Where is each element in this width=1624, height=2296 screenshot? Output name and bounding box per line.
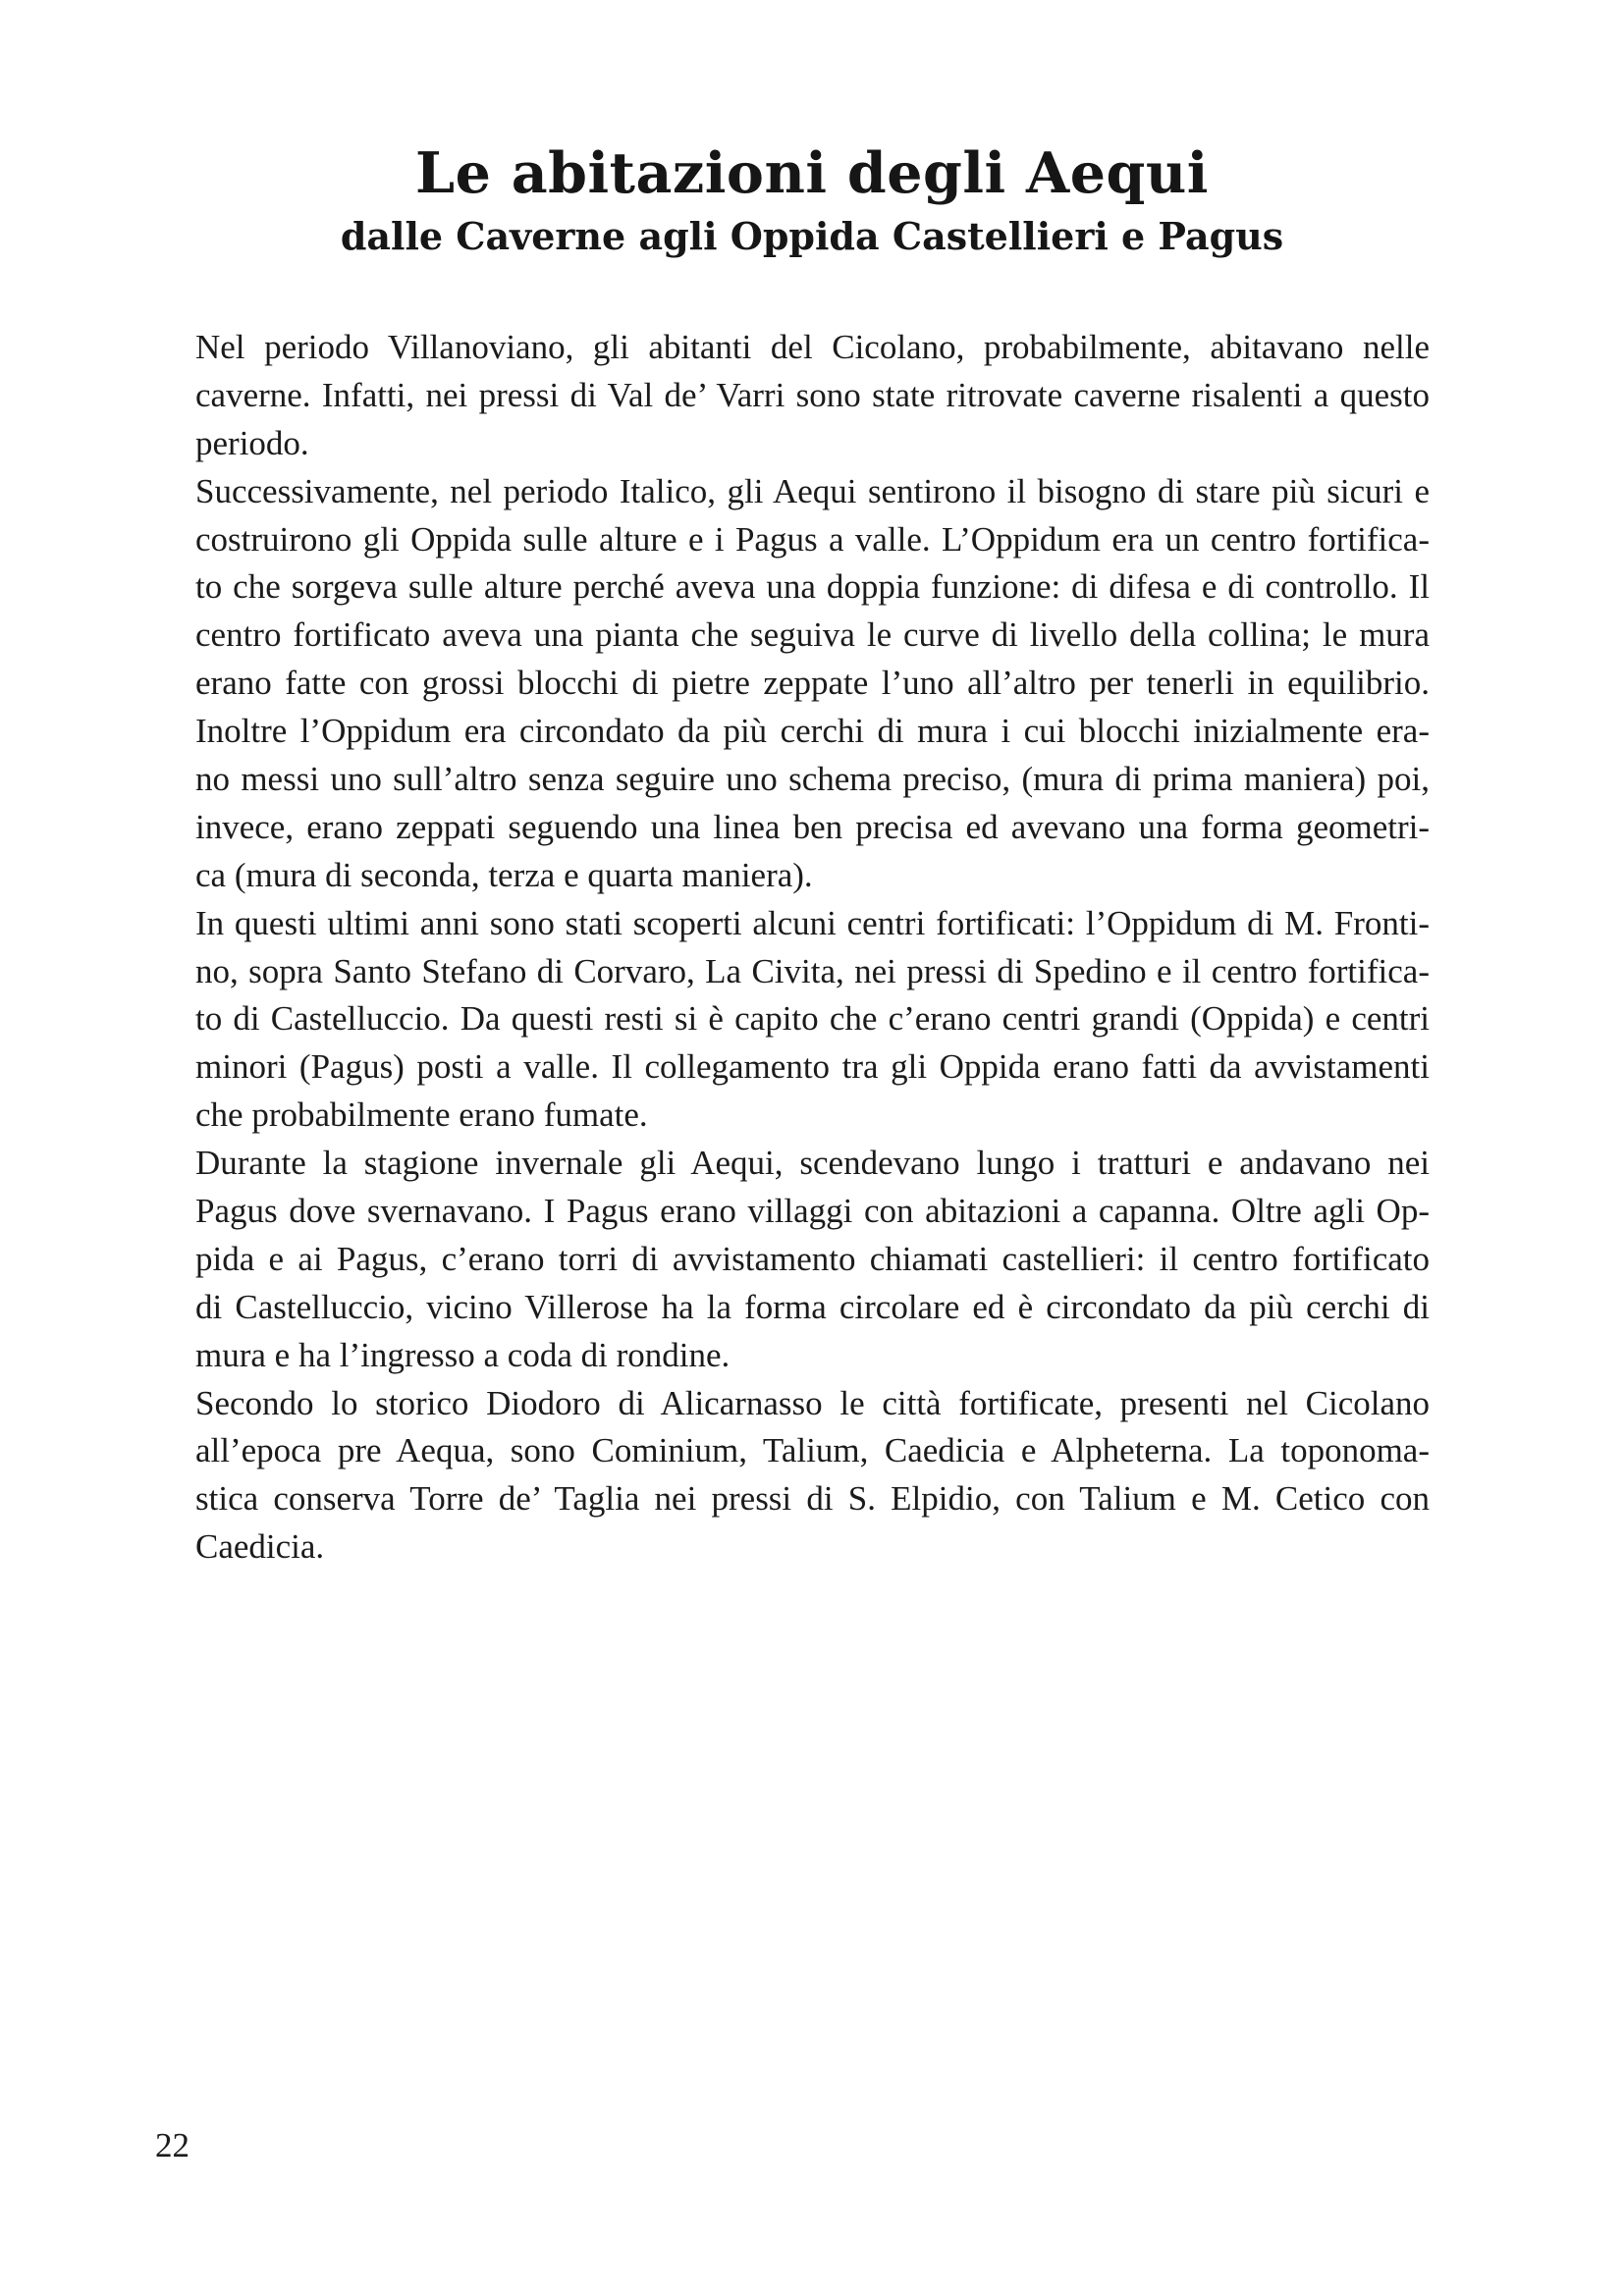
- text-line: all’epoca pre Aequa, sono Cominium, Talium, Caedicia e Alpheterna. La toponoma-: [195, 1431, 1430, 1470]
- text-line: minori (Pagus) posti a valle. Il collegamento tra gli Oppida erano fatti da avvistamenti: [195, 1047, 1430, 1087]
- text-line: Successivamente, nel periodo Italico, gli Aequi sentirono il bisogno di stare più sicuri e: [195, 471, 1430, 510]
- text-line: periodo.: [195, 423, 309, 462]
- text-line: invece, erano zeppati seguendo una linea ben precisa ed avevano una forma geometri-: [195, 807, 1430, 846]
- text-line: Durante la stagione invernale gli Aequi, scendevano lungo i tratturi e andavano nei: [195, 1144, 1430, 1183]
- page-title: Le abitazioni degli Aequi: [415, 140, 1209, 206]
- paragraph-centri-fortificati: [195, 900, 1430, 1140]
- paragraph-pagus: [195, 1140, 1430, 1379]
- text-line: caverne. Infatti, nei pressi di Val de’ Varri sono state ritrovate caverne risalenti a questo: [195, 375, 1430, 414]
- text-line: stica conserva Torre de’ Taglia nei pressi di S. Elpidio, con Talium e M. Cetico con: [195, 1479, 1430, 1519]
- page-header: [0, 139, 1624, 261]
- page-subtitle: dalle Caverne agli Oppida Castellieri e Pagus: [340, 214, 1284, 258]
- text-line: to che sorgeva sulle alture perché aveva una doppia funzione: di difesa e di controllo. Il: [195, 567, 1430, 607]
- text-line: costruirono gli Oppida sulle alture e i Pagus a valle. L’Oppidum era un centro fortifica-: [195, 519, 1430, 559]
- text-line: In questi ultimi anni sono stati scoperti alcuni centri fortificati: l’Oppidum di M. Fronti-: [195, 903, 1430, 942]
- page-number: 22: [155, 2126, 189, 2164]
- text-line: Nel periodo Villanoviano, gli abitanti del Cicolano, probabilmente, abitavano nelle: [195, 328, 1430, 366]
- text-line: erano fatte con grossi blocchi di pietre zeppate l’uno all’altro per tenerli in equilibrio.: [195, 664, 1430, 703]
- text-line: Inoltre l’Oppidum era circondato da più cerchi di mura i cui blocchi inizialmente era-: [195, 712, 1430, 751]
- text-line: che probabilmente erano fumate.: [195, 1095, 648, 1135]
- text-line: centro fortificato aveva una pianta che seguiva le curve di livello della collina; le mura: [195, 615, 1430, 655]
- text-line: to di Castelluccio. Da questi resti si è capito che c’erano centri grandi (Oppida) e centri: [195, 999, 1430, 1039]
- text-line: Pagus dove svernavano. I Pagus erano villaggi con abitazioni a capanna. Oltre agli Op-: [195, 1192, 1430, 1231]
- text-line: Caedicia.: [195, 1527, 325, 1567]
- text-line: ca (mura di seconda, terza e quarta maniera).: [195, 855, 813, 894]
- body-text: [195, 324, 1430, 1572]
- paragraph-diodoro: [195, 1380, 1430, 1573]
- text-line: no, sopra Santo Stefano di Corvaro, La Civita, nei pressi di Spedino e il centro fortifica-: [195, 951, 1430, 990]
- text-line: pida e ai Pagus, c’erano torri di avvistamento chiamati castellieri: il centro fortificato: [195, 1239, 1430, 1278]
- text-line: di Castelluccio, vicino Villerose ha la forma circolare ed è circondato da più cerchi di: [195, 1287, 1430, 1326]
- paragraph-italico: [195, 468, 1430, 900]
- text-line: mura e ha l’ingresso a coda di rondine.: [195, 1335, 731, 1374]
- text-line: no messi uno sull’altro senza seguire uno schema preciso, (mura di prima maniera) poi,: [195, 760, 1430, 799]
- paragraph-villanoviano: [195, 324, 1430, 468]
- text-line: Secondo lo storico Diodoro di Alicarnasso le città fortificate, presenti nel Cicolano: [195, 1383, 1430, 1422]
